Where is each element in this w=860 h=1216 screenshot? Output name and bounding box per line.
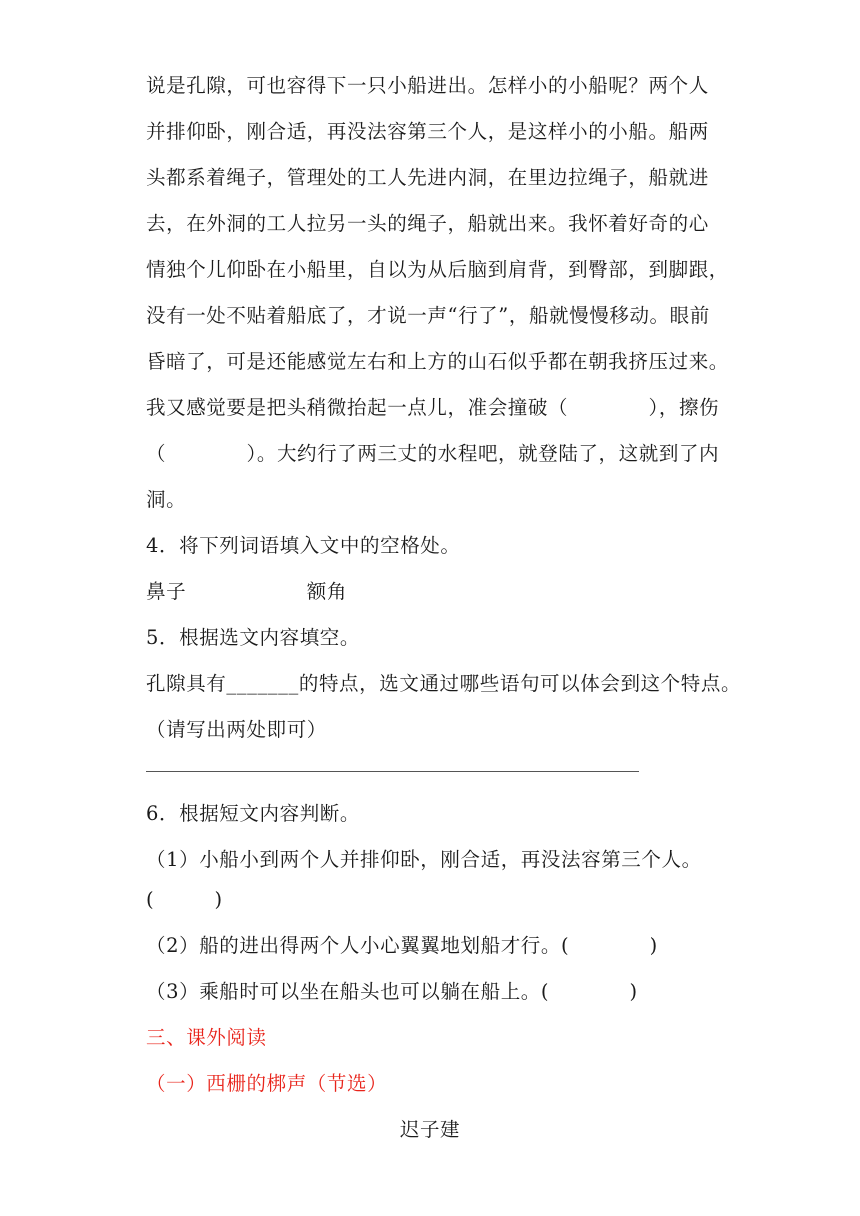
question-5-line-2: （请写出两处即可）	[146, 718, 327, 741]
question-6-item-1: （1）小船小到两个人并排仰卧，刚合适，再没法容第三个人。	[146, 848, 702, 871]
question-6-item-3: （3）乘船时可以坐在船头也可以躺在船上。( )	[146, 980, 638, 1003]
article-author: 迟子建	[399, 1118, 461, 1141]
question-6-prompt: 6．根据短文内容判断。	[146, 802, 361, 825]
passage-line-3: 头都系着绳子，管理处的工人先进内洞，在里边拉绳子，船就进	[146, 166, 709, 189]
question-5-text-after: 的特点，选文通过哪些语句可以体会到这个特点。	[298, 672, 742, 695]
question-5-blank[interactable]: _______	[226, 672, 299, 695]
question-6-item-2: （2）船的进出得两个人小心翼翼地划船才行。( )	[146, 934, 658, 957]
passage-line-1: 说是孔隙，可也容得下一只小船进出。怎样小的小船呢？两个人	[146, 74, 709, 97]
passage-line-9: （ ）。大约行了两三丈的水程吧，就登陆了，这就到了内	[146, 442, 720, 465]
passage-line-8: 我又感觉要是把头稍微抬起一点儿，准会撞破（ ），擦伤	[146, 396, 720, 419]
question-5-prompt: 5．根据选文内容填空。	[146, 626, 361, 649]
question-5-text-before: 孔隙具有	[146, 672, 227, 695]
passage-line-5: 情独个儿仰卧在小船里，自以为从后脑到肩背，到臀部，到脚跟，	[146, 258, 729, 281]
passage-line-6: 没有一处不贴着船底了，才说一声“行了”，船就慢慢移动。眼前	[146, 304, 710, 327]
question-5-line-1	[146, 670, 741, 698]
section-3-subtitle: （一）西栅的梆声（节选）	[146, 1072, 388, 1095]
passage-line-10: 洞。	[146, 488, 187, 511]
passage-line-4: 去，在外洞的工人拉另一头的绳子，船就出来。我怀着好奇的心	[146, 212, 709, 235]
question-4-prompt: 4．将下列词语填入文中的空格处。	[146, 534, 461, 557]
answer-line[interactable]	[146, 771, 639, 772]
section-3-title: 三、课外阅读	[146, 1026, 267, 1049]
question-6-item-1-answer[interactable]: ( )	[146, 888, 223, 911]
passage-line-7: 昏暗了，可是还能感觉左右和上方的山石似乎都在朝我挤压过来。	[146, 350, 729, 373]
passage-line-2: 并排仰卧，刚合适，再没法容第三个人，是这样小的小船。船两	[146, 120, 709, 143]
question-4-words: 鼻子 额角	[146, 580, 348, 603]
